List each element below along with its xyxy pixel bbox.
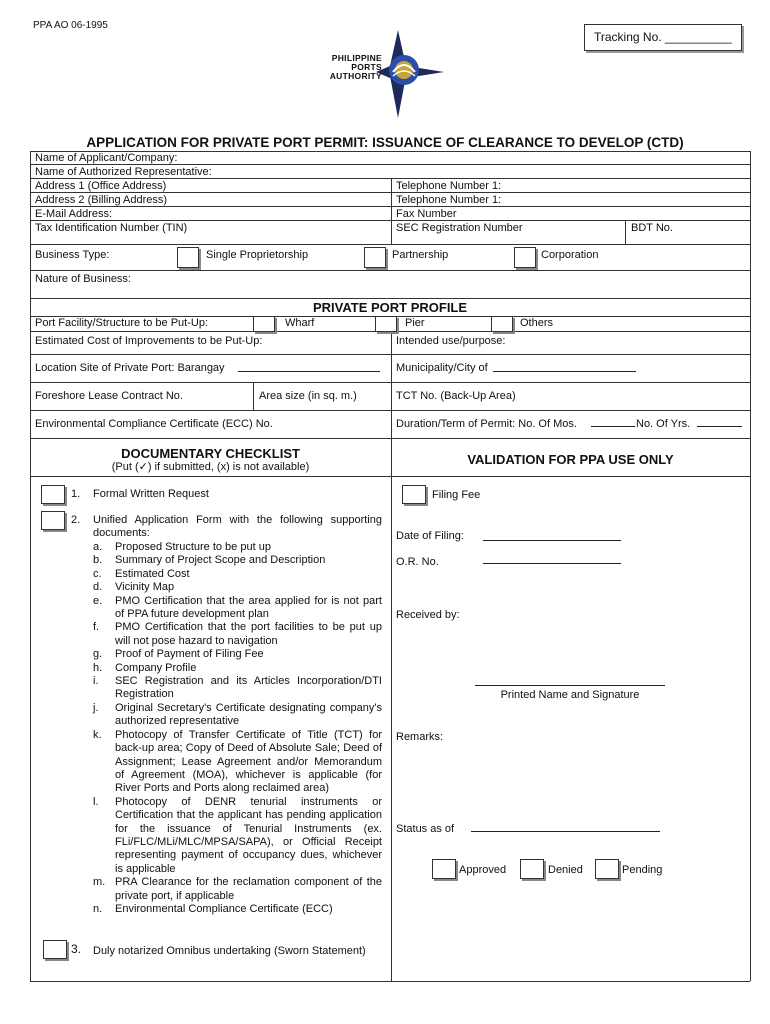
subitem-letter: g. — [93, 648, 103, 661]
validation-title: VALIDATION FOR PPA USE ONLY — [467, 452, 674, 467]
item2-checkbox[interactable] — [41, 511, 65, 530]
approved-checkbox[interactable] — [432, 859, 456, 879]
pier-label: Pier — [405, 317, 425, 329]
area-size-label: Area size (in sq. m.) — [259, 390, 357, 402]
subitem-text: Proposed Structure to be put up — [115, 541, 271, 553]
intended-use-label: Intended use/purpose: — [396, 335, 506, 347]
nature-of-business-label: Nature of Business: — [35, 273, 131, 285]
telephone2-label: Telephone Number 1: — [396, 194, 502, 206]
wharf-checkbox[interactable] — [253, 316, 275, 332]
subitem-text: Company Profile — [115, 661, 197, 674]
corporation-checkbox[interactable] — [514, 247, 536, 268]
tin-label: Tax Identification Number (TIN) — [35, 222, 188, 234]
remarks-label: Remarks: — [396, 731, 444, 743]
item2-label: Unified Application Form with the following supporting documents: — [93, 514, 382, 540]
port-facility-label: Port Facility/Structure to be Put-Up: — [35, 317, 209, 329]
months-line[interactable] — [591, 426, 635, 427]
subitem-letter: j. — [93, 701, 99, 714]
denied-label: Denied — [548, 864, 583, 876]
subitem-letter: n. — [93, 902, 103, 915]
received-by-label: Received by: — [396, 609, 460, 621]
form-title: APPLICATION FOR PRIVATE PORT PERMIT: ISSUANCE OF CLEARANCE TO DEVELOP (CTD) — [86, 135, 684, 150]
item1-label: Formal Written Request — [93, 488, 209, 500]
wharf-label: Wharf — [285, 317, 315, 329]
checklist-subitem — [93, 729, 382, 796]
subitem-letter: f. — [93, 621, 100, 634]
others-label: Others — [520, 317, 554, 329]
pending-checkbox[interactable] — [595, 859, 619, 879]
checklist-subitem — [93, 648, 382, 661]
item2-number: 2. — [71, 514, 81, 526]
checklist-subitem — [93, 675, 382, 702]
checklist-subitem — [93, 554, 382, 567]
printed-name-label: Printed Name and Signature — [500, 689, 640, 701]
subitem-text: Proof of Payment of Filing Fee — [115, 648, 264, 661]
date-of-filing-line[interactable] — [483, 540, 621, 541]
ao-reference: PPA AO 06-1995 — [33, 20, 108, 31]
business-type-label: Business Type: — [35, 249, 110, 261]
pier-checkbox[interactable] — [375, 316, 397, 332]
logo-text-line1: PHILIPPINE — [331, 53, 382, 63]
ecc-label: Environmental Compliance Certificate (ECC) No. — [35, 418, 273, 430]
ppa-logo — [318, 28, 448, 120]
subitem-letter: h. — [93, 661, 103, 674]
status-date-line[interactable] — [471, 831, 660, 832]
subitem-text: PMO Certification that the area applied for is not part of PPA future development plan — [115, 594, 382, 621]
item3-label: Duly notarized Omnibus undertaking (Sworn Statement) — [93, 945, 366, 957]
checklist-subitem — [93, 595, 382, 622]
subitem-letter: c. — [93, 567, 102, 580]
years-label: No. Of Yrs. — [636, 418, 691, 430]
barangay-line[interactable] — [238, 371, 380, 372]
subitem-letter: a. — [93, 541, 103, 553]
checklist-subitem — [93, 796, 382, 876]
profile-title: PRIVATE PORT PROFILE — [312, 300, 468, 315]
address1-label: Address 1 (Office Address) — [35, 180, 167, 192]
checklist-title: DOCUMENTARY CHECKLIST — [121, 446, 300, 461]
checklist-subitem — [93, 541, 382, 554]
checklist-subitems — [93, 541, 382, 916]
municipality-label: Municipality/City of — [396, 362, 488, 374]
subitem-text: PMO Certification that the port facilities to be put up will not pose hazard to navigation — [115, 621, 382, 647]
or-no-line[interactable] — [483, 563, 621, 564]
location-site-label: Location Site of Private Port: Barangay — [35, 362, 225, 374]
subitem-text: Photocopy of DENR tenurial instruments or Certification that the applicant has pending application for the issuance of Tenurial Instruments (ex. FLi/FLC/MLi/MLC/MPSA/SAPA), or Official Receipt representing payment of occupancy dues, whichever is applicable — [115, 795, 382, 875]
denied-checkbox[interactable] — [520, 859, 544, 879]
subitem-letter: b. — [93, 554, 103, 567]
partnership-checkbox[interactable] — [364, 247, 386, 268]
subitem-text: Estimated Cost — [115, 567, 190, 580]
checklist-subitem — [93, 568, 382, 581]
tracking-number-label: Tracking No. __________ — [594, 30, 732, 44]
subitem-letter: d. — [93, 581, 103, 594]
fax-label: Fax Number — [396, 208, 457, 220]
applicant-name-label: Name of Applicant/Company: — [35, 152, 178, 164]
subitem-text: Summary of Project Scope and Description — [115, 554, 326, 567]
address2-label: Address 2 (Billing Address) — [35, 194, 168, 206]
item1-number: 1. — [71, 488, 81, 500]
checklist-subitem — [93, 662, 382, 675]
subitem-letter: k. — [93, 728, 102, 741]
checklist-subitem — [93, 903, 382, 916]
signature-line[interactable] — [475, 685, 665, 686]
item3-number: 3. — [71, 942, 82, 956]
checklist-subtitle: (Put (✓) if submitted, (x) is not available) — [111, 461, 310, 473]
municipality-line[interactable] — [493, 371, 636, 372]
subitem-letter: l. — [93, 795, 99, 808]
logo-text-line3: AUTHORITY — [329, 71, 382, 81]
foreshore-lease-label: Foreshore Lease Contract No. — [35, 390, 183, 402]
subitem-text: Vicinity Map — [115, 581, 175, 594]
duration-label: Duration/Term of Permit: No. Of Mos. — [396, 418, 577, 430]
item3-checkbox[interactable] — [43, 940, 67, 959]
filing-fee-label: Filing Fee — [432, 489, 481, 501]
subitem-letter: e. — [93, 594, 103, 607]
representative-label: Name of Authorized Representative: — [35, 166, 212, 178]
bdt-label: BDT No. — [631, 222, 673, 234]
checklist-subitem — [93, 876, 382, 903]
sec-registration-label: SEC Registration Number — [396, 222, 523, 234]
subitem-letter: i. — [93, 675, 99, 688]
filing-fee-checkbox[interactable] — [402, 485, 426, 504]
others-checkbox[interactable] — [491, 316, 513, 332]
item1-checkbox[interactable] — [41, 485, 65, 504]
subitem-text: PRA Clearance for the reclamation component of the private port, if applicable — [115, 876, 382, 902]
logo-text-line2: PORTS — [351, 62, 382, 72]
corporation-label: Corporation — [541, 249, 599, 261]
single-proprietorship-checkbox[interactable] — [177, 247, 199, 268]
subitem-letter: m. — [93, 876, 106, 889]
pending-label: Pending — [622, 864, 663, 876]
tct-label: TCT No. (Back-Up Area) — [396, 390, 516, 402]
approved-label: Approved — [459, 864, 507, 876]
telephone1-label: Telephone Number 1: — [396, 180, 502, 192]
estimated-cost-label: Estimated Cost of Improvements to be Put-Up: — [35, 335, 263, 347]
status-as-of-label: Status as of — [396, 823, 455, 835]
or-no-label: O.R. No. — [396, 556, 439, 568]
tracking-number-box[interactable] — [584, 24, 742, 51]
partnership-label: Partnership — [392, 249, 449, 261]
email-label: E-Mail Address: — [35, 208, 113, 220]
checklist-subitem — [93, 581, 382, 594]
single-proprietorship-label: Single Proprietorship — [206, 249, 309, 261]
checklist-subitem — [93, 702, 382, 729]
checklist-subitem — [93, 621, 382, 648]
date-of-filing-label: Date of Filing: — [396, 530, 464, 542]
subitem-text: SEC Registration and its Articles Incorporation/DTI Registration — [115, 675, 382, 701]
subitem-text: Original Secretary's Certificate designating company's authorized representative — [115, 701, 382, 728]
years-line[interactable] — [697, 426, 742, 427]
subitem-text: Environmental Compliance Certificate (ECC) — [115, 902, 333, 915]
subitem-text: Photocopy of Transfer Certificate of Title (TCT) for back-up area; Copy of Deed of Absolute Sale; Deed of Assignment; Lease Agreement and/or Memorandum of Agreement (MOA), whichever is applicable (for River Ports and Ports along reclaimed area) — [115, 728, 382, 795]
